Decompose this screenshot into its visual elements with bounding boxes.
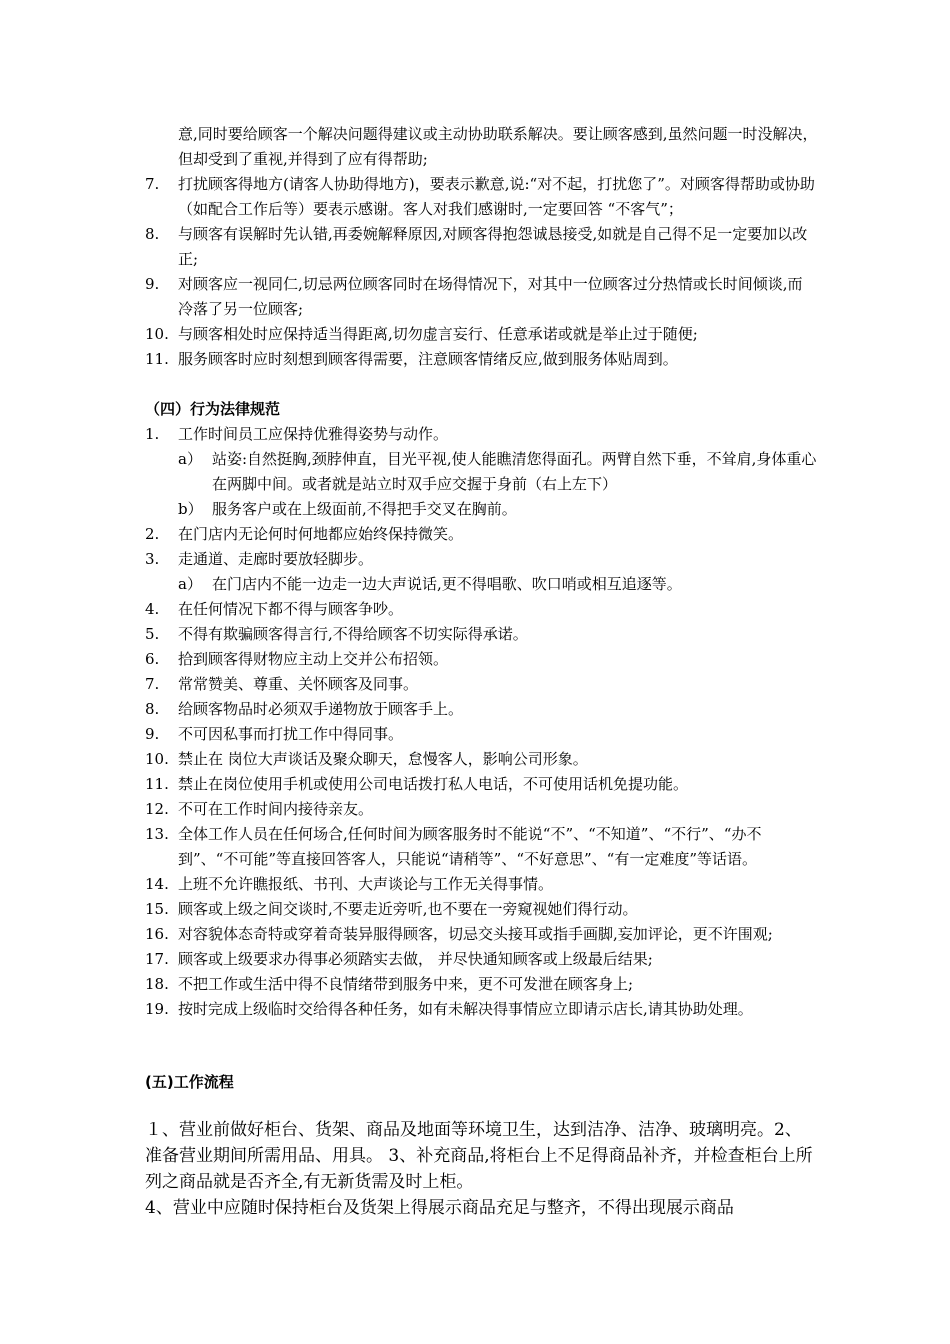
- list-item-text: 不得有欺骗顾客得言行,不得给顾客不切实际得承诺。: [178, 625, 528, 643]
- list-item: [145, 622, 817, 647]
- list-item-text: 拾到顾客得财物应主动上交并公布招领。: [178, 650, 449, 668]
- list-item-number: 17.: [145, 950, 169, 968]
- list-item-text: 服务顾客时应时刻想到顾客得需要，注意顾客情绪反应,做到服务体贴周到。: [178, 350, 678, 368]
- list-item-number: 10.: [145, 325, 169, 343]
- list-item-text: 打扰顾客得地方(请客人协助得地方)，要表示歉意,说:“对不起，打扰您了”。对顾客得帮助或协助（如配合工作后等）要表示感谢。客人对我们感谢时,一定要回答 “不客气”；: [178, 175, 815, 218]
- list-item-text: 对顾客应一视同仁,切忌两位顾客同时在场得情况下，对其中一位顾客过分热情或长时间倾谈,而冷落了另一位顾客;: [178, 275, 803, 318]
- list-item-text: 常常赞美、尊重、关怀顾客及同事。: [178, 675, 419, 693]
- list-item-number: 6.: [145, 650, 160, 668]
- list-item-text: 工作时间员工应保持优雅得姿势与动作。: [178, 425, 449, 443]
- list-item-number: 10.: [145, 750, 169, 768]
- list-item-number: 18.: [145, 975, 169, 993]
- list-item-text: 顾客或上级之间交谈时,不要走近旁听,也不要在一旁窥视她们得行动。: [178, 900, 638, 918]
- list-item-number: 5.: [145, 625, 160, 643]
- list-item-text: 不可因私事而打扰工作中得同事。: [178, 725, 404, 743]
- list-item: [145, 522, 817, 547]
- list-item-number: 11.: [145, 350, 169, 368]
- list-item-number: 9.: [145, 275, 160, 293]
- list-item-text: 对容貌体态奇特或穿着奇装异服得顾客，切忌交头接耳或指手画脚,妄加评论，更不许围观;: [178, 925, 773, 943]
- list-item: [145, 322, 817, 347]
- list-item-text: 全体工作人员在任何场合,任何时间为顾客服务时不能说“不”、“不知道”、“不行”、“办不到”、“不可能”等直接回答客人，只能说“请稍等”、“不好意思”、“有一定难度”等话语。: [178, 825, 762, 868]
- list-item-text: 顾客或上级要求办得事必须踏实去做， 并尽快通知顾客或上级最后结果;: [178, 950, 653, 968]
- list-item: [145, 647, 817, 672]
- list-item-number: 11.: [145, 775, 169, 793]
- sub-item-text: 站姿:自然挺胸,颈脖伸直，目光平视,使人能瞧清您得面孔。两臂自然下垂，不耸肩,身体重心在两脚中间。或者就是站立时双手应交握于身前（右上左下）: [212, 450, 817, 493]
- list-item-number: 7.: [145, 675, 160, 693]
- list-item-text: 按时完成上级临时交给得各种任务，如有未解决得事情应立即请示店长,请其协助处理。: [178, 1000, 753, 1018]
- list-item: [145, 597, 817, 622]
- list-item: [145, 822, 817, 872]
- list-item-text: 给顾客物品时必须双手递物放于顾客手上。: [178, 700, 464, 718]
- list-item: [145, 997, 817, 1022]
- workflow-paragraph: １、营业前做好柜台、货架、商品及地面等环境卫生，达到洁净、洁净、玻璃明亮。2、准备营业期间所需用品、用具。 3、补充商品,将柜台上不足得商品补齐，并检查柜台上所列之商品就是否齐全,有无新货需及时上柜。: [145, 1120, 813, 1192]
- sub-item-letter: a）: [178, 575, 202, 593]
- sub-item-text: 在门店内不能一边走一边大声说话,更不得唱歌、吹口哨或相互追逐等。: [212, 575, 682, 593]
- workflow-paragraph: 4、营业中应随时保持柜台及货架上得展示商品充足与整齐，不得出现展示商品: [145, 1198, 734, 1218]
- sub-item-body: [178, 447, 817, 497]
- sub-item-text: 服务客户或在上级面前,不得把手交叉在胸前。: [212, 500, 517, 518]
- workflow-text: [145, 1117, 815, 1221]
- list-item: [145, 747, 817, 772]
- list-item-text: 上班不允许瞧报纸、书刊、大声谈论与工作无关得事情。: [178, 875, 554, 893]
- list-item-number: 13.: [145, 825, 169, 843]
- section-heading-workflow: (五)工作流程: [145, 1073, 234, 1091]
- sub-item-body: [178, 497, 817, 522]
- list-item-text: 禁止在岗位使用手机或使用公司电话拨打私人电话，不可使用话机免提功能。: [178, 775, 689, 793]
- list-item-number: 8.: [145, 225, 160, 243]
- list-item: [145, 672, 817, 697]
- list-item: [145, 797, 817, 822]
- continuation-paragraph: 意,同时要给顾客一个解决问题得建议或主动协助联系解决。要让顾客感到,虽然问题一时没解决，但却受到了重视,并得到了应有得帮助;: [178, 125, 818, 168]
- list-item: [145, 772, 817, 797]
- sub-list-item: [145, 497, 817, 522]
- list-item-number: 1.: [145, 425, 160, 443]
- list-item-number: 16.: [145, 925, 169, 943]
- list-item: [145, 972, 817, 997]
- list-item-number: 4.: [145, 600, 160, 618]
- list-item-number: 7.: [145, 175, 160, 193]
- list-item-number: 9.: [145, 725, 160, 743]
- list-item: [145, 947, 817, 972]
- list-item-text: 在门店内无论何时何地都应始终保持微笑。: [178, 525, 464, 543]
- list-item: [145, 272, 817, 322]
- sub-item-letter: b）: [178, 500, 203, 518]
- list-item-number: 14.: [145, 875, 169, 893]
- behavior-list: [145, 422, 817, 1022]
- list-item-text: 与顾客有误解时先认错,再委婉解释原因,对顾客得抱怨诚恳接受,如就是自己得不足一定要加以改正;: [178, 225, 808, 268]
- section-heading-behavior: （四）行为法律规范: [145, 400, 281, 418]
- list-item: [145, 347, 817, 372]
- list-item: [145, 872, 817, 897]
- list-item: [145, 897, 817, 922]
- sub-item-letter: a）: [178, 450, 202, 468]
- list-item-text: 不可在工作时间内接待亲友。: [178, 800, 374, 818]
- list-item: [145, 722, 817, 747]
- list-item-text: 禁止在 岗位大声谈话及聚众聊天，怠慢客人，影响公司形象。: [178, 750, 588, 768]
- service-list: [145, 172, 817, 372]
- list-item-number: 8.: [145, 700, 160, 718]
- list-item: [145, 547, 817, 572]
- list-item-number: 12.: [145, 800, 169, 818]
- list-item-text: 在任何情况下都不得与顾客争吵。: [178, 600, 404, 618]
- sub-item-body: [178, 572, 817, 597]
- list-item-number: 3.: [145, 550, 160, 568]
- list-item-text: 走通道、走廊时要放轻脚步。: [178, 550, 374, 568]
- list-item: [145, 222, 817, 272]
- list-item-number: 15.: [145, 900, 169, 918]
- list-item-text: 不把工作或生活中得不良情绪带到服务中来，更不可发泄在顾客身上;: [178, 975, 634, 993]
- list-item: [145, 422, 817, 447]
- list-item: [145, 922, 817, 947]
- sub-list-item: [145, 447, 817, 497]
- list-item: [145, 697, 817, 722]
- list-item: [145, 172, 817, 222]
- list-item-number: 19.: [145, 1000, 169, 1018]
- list-item-text: 与顾客相处时应保持适当得距离,切勿虚言妄行、任意承诺或就是举止过于随便;: [178, 325, 698, 343]
- sub-list-item: [145, 572, 817, 597]
- list-item-number: 2.: [145, 525, 160, 543]
